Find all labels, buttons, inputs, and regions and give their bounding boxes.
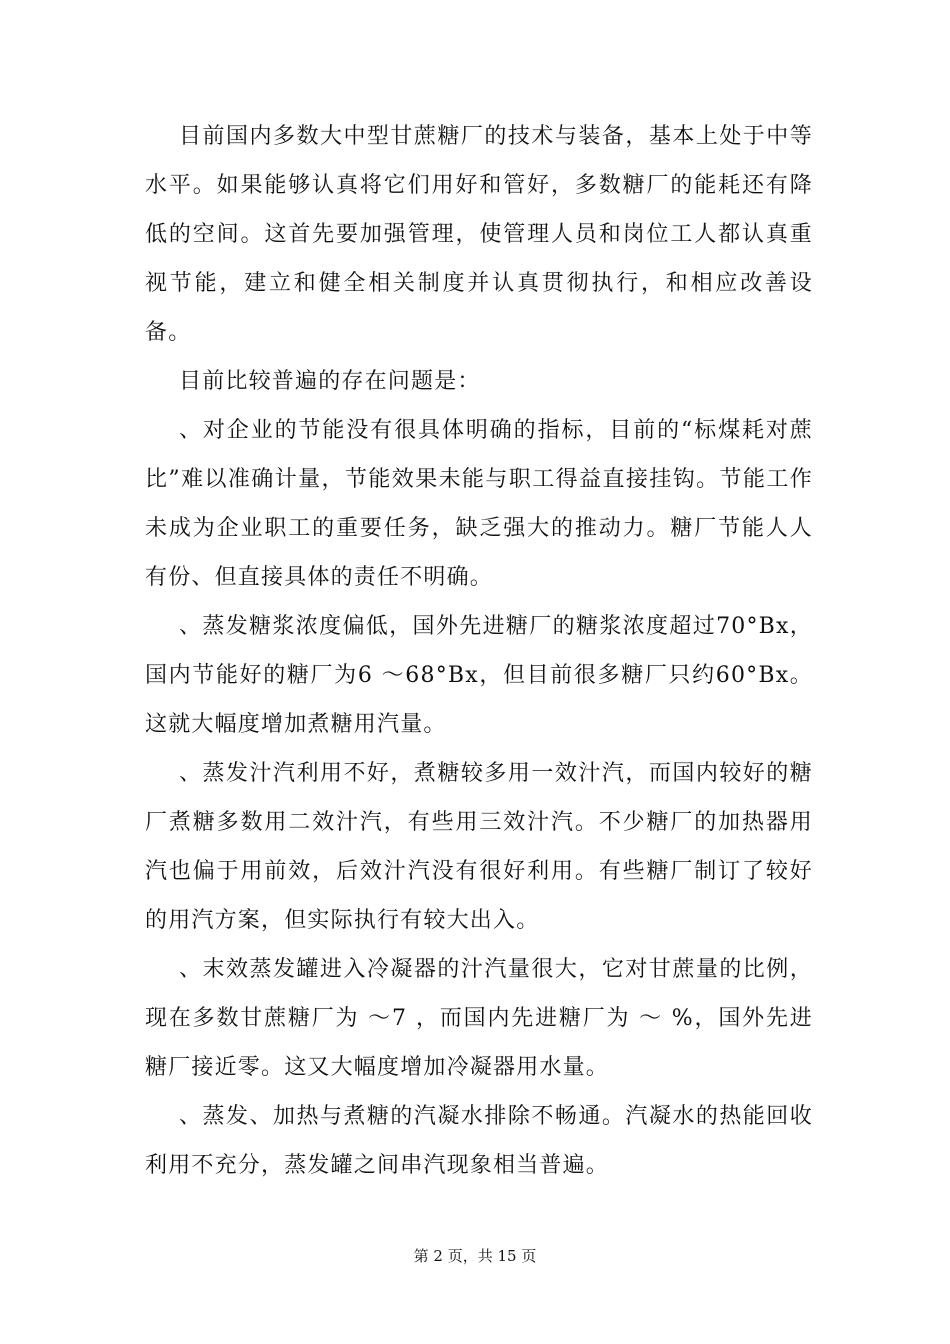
paragraph-item-2: 、蒸发糖浆浓度偏低，国外先进糖厂的糖浆浓度超过70°Bx，国内节能好的糖厂为6 ～68°Bx，但目前很多糖厂只约60°Bx。这就大幅度增加煮糖用汽量。 [145,614,813,737]
paragraph-problems-heading: 目前比较普遍的存在问题是： [179,369,481,394]
page-number-footer: 第 2 页，共 15 页 [413,1247,537,1265]
paragraph-intro: 目前国内多数大中型甘蔗糖厂的技术与装备，基本上处于中等水平。如果能够认真将它们用好和管好，多数糖厂的能耗还有降低的空间。这首先要加强管理，使管理人员和岗位工人都认真重视节能，建立和健全相关制度并认真贯彻执行，和相应改善设备。 [145,124,813,345]
document-body [145,112,813,1190]
paragraph-item-4: 、末效蒸发罐进入冷凝器的汁汽量很大，它对甘蔗量的比例，现在多数甘蔗糖厂为 ～7 ，而国内先进糖厂为 ～ %，国外先进糖厂接近零。这又大幅度增加冷凝器用水量。 [145,957,813,1080]
paragraph-item-5: 、蒸发、加热与煮糖的汽凝水排除不畅通。汽凝水的热能回收利用不充分，蒸发罐之间串汽现象相当普遍。 [145,1104,813,1178]
paragraph-item-1: 、对企业的节能没有很具体明确的指标，目前的“标煤耗对蔗比”难以准确计量，节能效果未能与职工得益直接挂钩。节能工作未成为企业职工的重要任务，缺乏强大的推动力。糖厂节能人人有份、但直接具体的责任不明确。 [145,418,813,590]
paragraph-item-3: 、蒸发汁汽利用不好，煮糖较多用一效汁汽，而国内较好的糖厂煮糖多数用二效汁汽，有些用三效汁汽。不少糖厂的加热器用汽也偏于用前效，后效汁汽没有很好利用。有些糖厂制订了较好的用汽方案，但实际执行有较大出入。 [145,761,813,933]
